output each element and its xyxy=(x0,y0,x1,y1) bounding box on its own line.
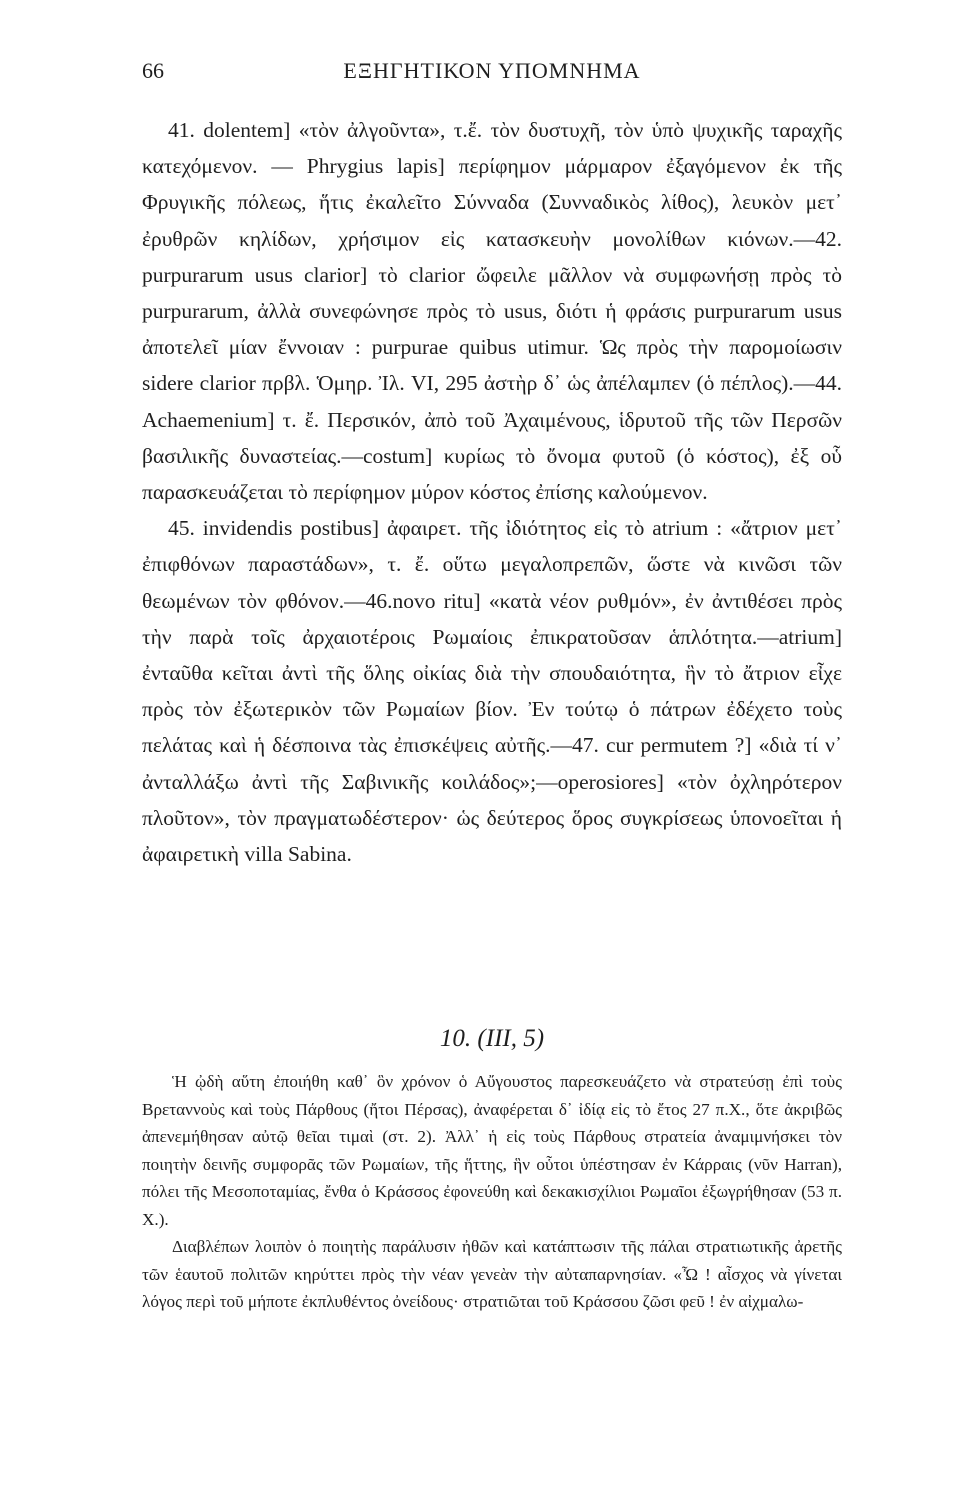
page-number: 66 xyxy=(142,58,164,83)
commentary-paragraph-45-47: 45. invidendis postibus] ἀφαιρετ. τῆς ἰδιότητος εἰς τὸ atrium : «ἄτριον μετ᾽ ἐπιφθόνων παραστάδων», τ. ἔ. οὕτω μεγαλοπρεπῶν, ὥστε νὰ κινῶσι τῶν θεωμένων τὸν φθόνον.—46.novo ritu] «κατὰ νέον ρυθμόν», ἐν ἀντιθέσει πρὸς τὴν παρὰ τοῖς ἀρχαιοτέροις Ρωμαίοις ἐπικρατοῦσαν ἁπλότητα.—atrium] ἐνταῦθα κεῖται ἀντὶ τῆς ὅλης οἰκίας διὰ τὴν σπουδαιότητα, ἣν τὸ ἄτριον εἶχε πρὸς τὸν ἐξωτερικὸν τῶν Ρωμαίων βίον. Ἐν τούτῳ ὁ πάτρων ἐδέχετο τοὺς πελάτας καὶ ἡ δέσποινα τὰς ἐπισκέψεις αὐτῆς.—47. cur permutem ?] «διὰ τί ν᾽ ἀνταλλάξω ἀντὶ τῆς Σαβινικῆς κοιλάδος»;—operosiores] «τὸν ὀχληρότερον πλοῦτον», τὸν πραγματωδέστερον· ὡς δεύτερος ὅρος συγκρίσεως ὑπονοεῖται ἡ ἀφαιρετικὴ villa Sabina. xyxy=(142,516,842,867)
commentary-text xyxy=(142,112,842,872)
ode-introduction xyxy=(142,1068,842,1316)
running-title: ΕΞΗΓΗΤΙΚΟΝ ΥΠΟΜΝΗΜΑ xyxy=(343,58,641,83)
running-header xyxy=(142,58,842,92)
intro-paragraph: Διαβλέπων λοιπὸν ὁ ποιητὴς παράλυσιν ἠθῶν καὶ κατάπτωσιν τῆς πάλαι στρατιωτικῆς ἀρετῆς τῶν ἑαυτοῦ πολιτῶν κηρύττει πρὸς τὴν νέαν γενεὰν τὴν αὐταπαρνησίαν. «Ὦ ! αἶσχος νὰ γίνεται λόγος περὶ τοῦ μήποτε ἐκπλυθέντος ὀνείδους· στρατιῶται τοῦ Κράσσου ζῶσι φεῦ ! ἐν αἰχμαλω- xyxy=(142,1237,842,1311)
section-heading: 10. (III, 5) xyxy=(439,1025,545,1052)
commentary-paragraph-41-44: 41. dolentem] «τὸν ἀλγοῦντα», τ.ἔ. τὸν δυστυχῆ, τὸν ὑπὸ ψυχικῆς ταραχῆς κατεχόμενον. — Phrygius lapis] περίφημον μάρμαρον ἐξαγόμενον ἐκ τῆς Φρυγικῆς πόλεως, ἥτις ἐκαλεῖτο Σύνναδα (Συνναδικὸς λίθος), λευκὸν μετ᾽ ἐρυθρῶν κηλίδων, χρήσιμον εἰς κατασκευὴν μονολίθων κιόνων.—42. purpurarum usus clarior] τὸ clarior ὤφειλε μᾶλλον νὰ συμφωνήσῃ πρὸς τὸ purpurarum, ἀλλὰ συνεφώνησε πρὸς τὸ usus, διότι ἡ φράσις purpurarum usus ἀποτελεῖ μίαν ἔννοιαν : purpurae quibus utimur. Ὡς πρὸς τὴν παρομοίωσιν sidere clarior πρβλ. Ὁμηρ. Ἰλ. VI, 295 ἀστὴρ δ᾽ ὡς ἀπέλαμπεν (ὁ πέπλος).—44. Achaemenium] τ. ἔ. Περσικόν, ἀπὸ τοῦ Ἀχαιμένους, ἱδρυτοῦ τῆς τῶν Περσῶν βασιλικῆς δυναστείας.—costum] κυρίως τὸ ὄνομα φυτοῦ (ὁ κόστος), ἐξ οὗ παρασκευάζεται τὸ περίφημον μύρον κόστος ἐπίσης καλούμενον. xyxy=(142,118,842,505)
intro-paragraph: Ἡ ᾠδὴ αὕτη ἐποιήθη καθ᾽ ὃν χρόνον ὁ Αὔγουστος παρεσκευάζετο νὰ στρατεύσῃ ἐπὶ τοὺς Βρεταννοὺς καὶ τοὺς Πάρθους (ἤτοι Πέρσας), ἀναφέρεται δ᾽ ἰδίᾳ εἰς τὸ ἔτος 27 π.Χ., ὅτε ἀκριβῶς ἀπενεμήθησαν αὐτῷ θεῖαι τιμαὶ (στ. 2). Ἀλλ᾽ ἡ εἰς τοὺς Πάρθους στρατεία ἀναμιμνήσκει τὸν ποιητὴν δεινῆς συμφορᾶς τῶν Ρωμαίων, τῆς ἥττης, ἣν οὗτοι ὑπέστησαν ἐν Κάρραις (νῦν Harran), πόλει τῆς Μεσοποταμίας, ἔνθα ὁ Κράσσος ἐφονεύθη καὶ δεκακισχίλιοι Ρωμαῖοι ἐξωγρήθησαν (53 π. Χ.). xyxy=(142,1072,842,1229)
